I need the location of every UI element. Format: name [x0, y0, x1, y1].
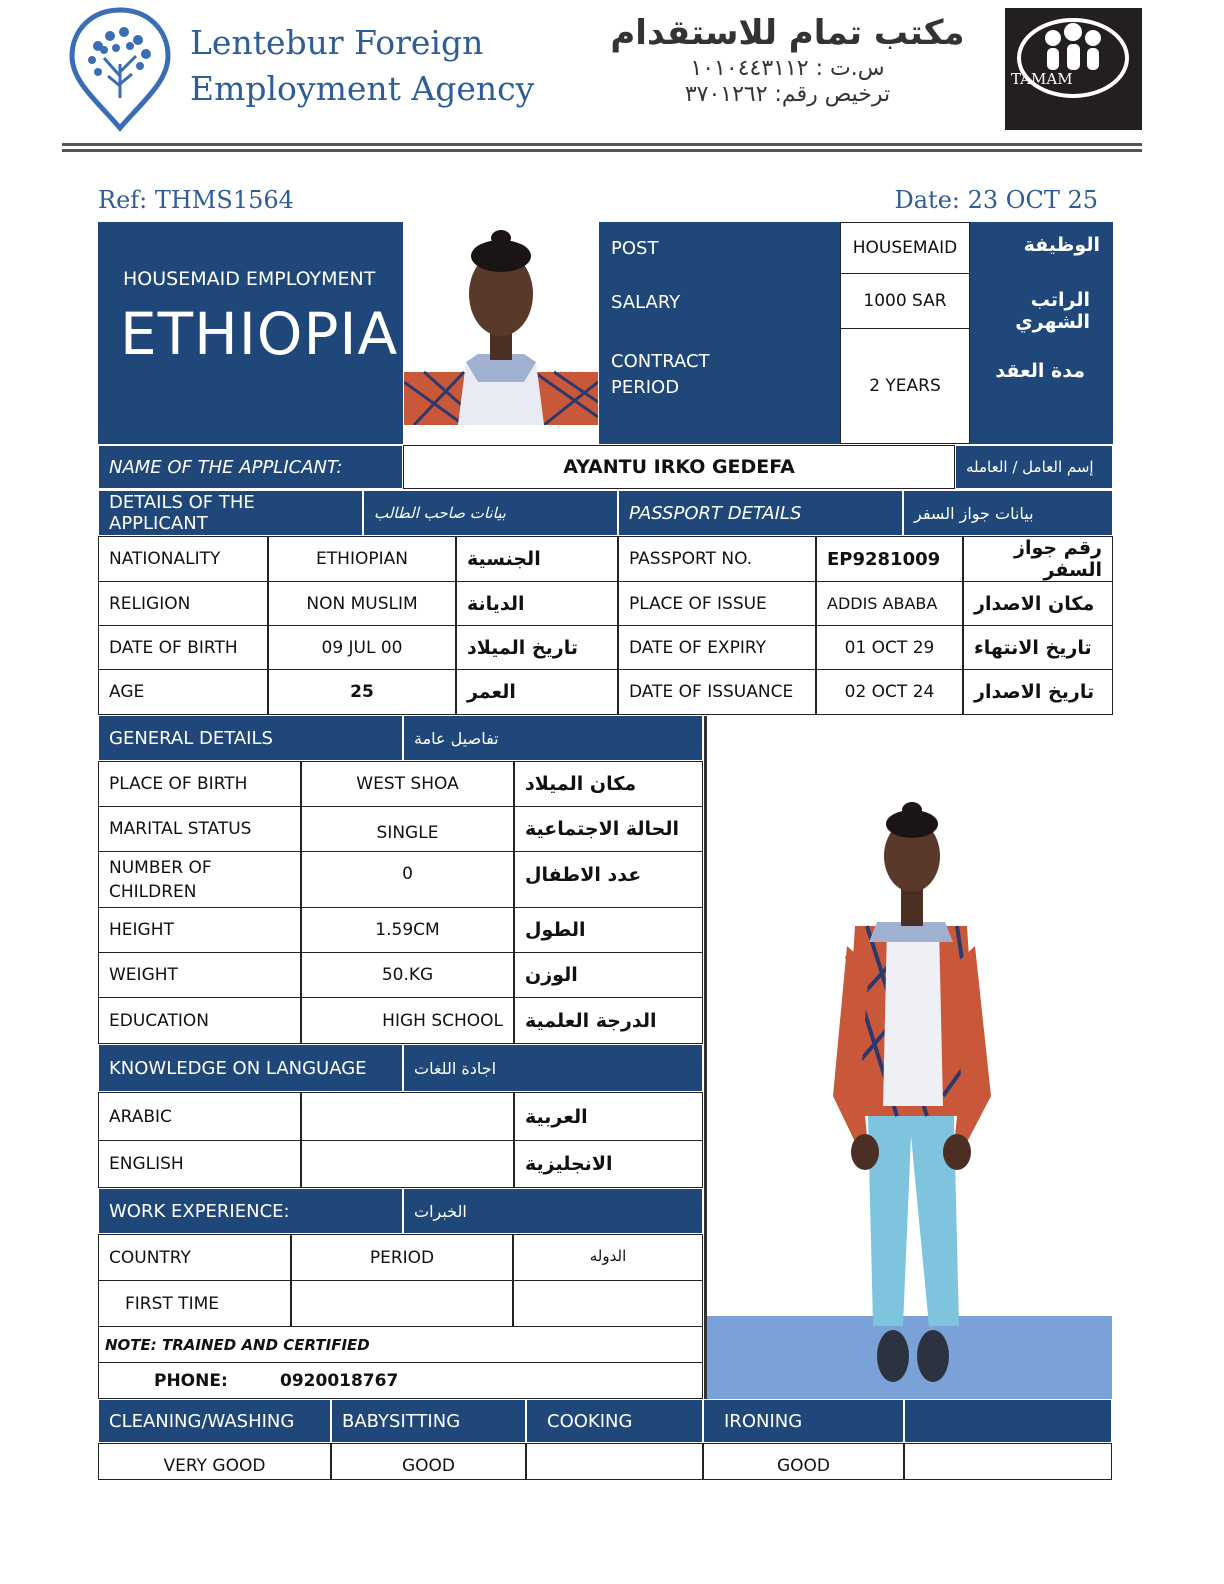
age-label-ar: العمر [456, 669, 618, 715]
date-of-birth-value: 09 JUL 00 [268, 625, 456, 670]
post-value: HOUSEMAID [840, 222, 970, 274]
skill-value-babysitting: GOOD [331, 1443, 526, 1480]
details-section-title: DETAILS OF THE APPLICANT [98, 490, 363, 536]
place-of-issue-label-ar: مكان الاصدار [963, 581, 1113, 626]
date-of-expiry-label: DATE OF EXPIRY [618, 625, 816, 670]
number-of-children-value: 0 [301, 851, 514, 908]
license-number-ar: ترخيص رقم: ٣٧٠١٢٦٢ [684, 82, 891, 107]
salary-label-ar: الراتب الشهري [1015, 289, 1090, 333]
place-of-issue-label: PLACE OF ISSUE [618, 581, 816, 626]
place-of-issue-value: ADDIS ABABA [816, 581, 963, 626]
weight-value: 50.KG [301, 952, 514, 998]
experience-row-country [513, 1280, 703, 1327]
height-label: HEIGHT [98, 907, 301, 953]
passport-section-title-ar: بيانات جواز السفر [903, 490, 1113, 536]
religion-value: NON MUSLIM [268, 581, 456, 626]
cr-number-ar: س.ت : ١٠١٠٤٤٣١١٢ [690, 56, 885, 81]
employment-banner [98, 222, 403, 444]
date-of-birth-label: DATE OF BIRTH [98, 625, 268, 670]
date-of-expiry-label-ar: تاريخ الانتهاء [963, 625, 1113, 670]
document-date: Date: 23 OCT 25 [894, 186, 1098, 214]
training-note: NOTE: TRAINED AND CERTIFIED [98, 1326, 703, 1363]
office-name-ar: مكتب تمام للاستقدام [610, 13, 965, 53]
experience-period-header: PERIOD [291, 1234, 513, 1281]
header-divider [62, 143, 1142, 146]
post-label: POST [611, 238, 659, 259]
general-section-title: GENERAL DETAILS [98, 715, 403, 761]
contract-value: 2 YEARS [840, 328, 970, 444]
experience-section-title-ar: الخبرات [403, 1188, 703, 1234]
full-body-photo [704, 716, 1112, 1400]
passport-no-value: EP9281009 [816, 536, 963, 582]
skill-header-babysitting: BABYSITTING [331, 1399, 526, 1443]
agency-name-line1: Lentebur Foreign [190, 23, 484, 62]
passport-no-label-ar: رقم جواز السفر [963, 536, 1113, 582]
date-of-birth-label-ar: تاريخ الميلاد [456, 625, 618, 670]
language-section-title-ar: اجادة اللغات [403, 1044, 703, 1092]
number-of-children-label: NUMBER OF CHILDREN [98, 851, 301, 908]
experience-row-period [291, 1280, 513, 1327]
skill-header-ironing: IRONING [703, 1399, 904, 1443]
skill-header-cleaning: CLEANING/WASHING [98, 1399, 331, 1443]
religion-label-ar: الديانة [456, 581, 618, 626]
marital-status-label: MARITAL STATUS [98, 806, 301, 852]
contract-label-1: CONTRACT [611, 351, 710, 372]
weight-label-ar: الوزن [514, 952, 703, 998]
age-value: 25 [268, 669, 456, 715]
post-label-ar: الوظيفة [1023, 234, 1100, 256]
experience-country-header-ar: الدوله [513, 1234, 703, 1281]
height-label-ar: الطول [514, 907, 703, 953]
phone-row [98, 1362, 703, 1399]
age-label: AGE [98, 669, 268, 715]
agency-name-line2: Employment Agency [190, 69, 535, 108]
education-label: EDUCATION [98, 997, 301, 1044]
contract-label-ar: مدة العقد [995, 360, 1085, 382]
salary-label: SALARY [611, 292, 681, 313]
skill-value-cooking [526, 1443, 703, 1480]
salary-value: 1000 SAR [840, 273, 970, 329]
education-label-ar: الدرجة العلمية [514, 997, 703, 1044]
english-language-value [301, 1140, 514, 1188]
date-of-issuance-value: 02 OCT 24 [816, 669, 963, 715]
arabic-language-label: ARABIC [98, 1092, 301, 1141]
weight-label: WEIGHT [98, 952, 301, 998]
tamam-arabic-header [585, 10, 990, 110]
lentebur-logo [68, 6, 172, 132]
arabic-language-label-ar: العربية [514, 1092, 703, 1141]
date-of-issuance-label-ar: تاريخ الاصدار [963, 669, 1113, 715]
experience-section-title: WORK EXPERIENCE: [98, 1188, 403, 1234]
skill-value-ironing: GOOD [703, 1443, 904, 1480]
education-value: HIGH SCHOOL [301, 997, 514, 1044]
phone-label: PHONE: [154, 1371, 228, 1391]
english-language-label-ar: الانجليزية [514, 1140, 703, 1188]
passport-no-label: PASSPORT NO. [618, 536, 816, 582]
skill-header-cooking: COOKING [526, 1399, 703, 1443]
banner-country: ETHIOPIA [120, 300, 399, 368]
date-of-expiry-value: 01 OCT 29 [816, 625, 963, 670]
applicant-portrait [404, 222, 598, 425]
header-divider-2 [62, 149, 1142, 152]
general-section-title-ar: تفاصيل عامة [403, 715, 703, 761]
place-of-birth-value: WEST SHOA [301, 761, 514, 807]
agency-name [190, 20, 550, 112]
language-section-title: KNOWLEDGE ON LANGUAGE [98, 1044, 403, 1092]
arabic-language-value [301, 1092, 514, 1141]
banner-subtitle: HOUSEMAID EMPLOYMENT [123, 268, 376, 290]
religion-label: RELIGION [98, 581, 268, 626]
experience-country-header: COUNTRY [98, 1234, 291, 1281]
applicant-name-label-ar: إسم العامل / العامله [955, 445, 1113, 489]
tamam-logo [1005, 8, 1142, 130]
place-of-birth-label-ar: مكان الميلاد [514, 761, 703, 807]
marital-status-label-ar: الحالة الاجتماعية [514, 806, 703, 852]
reference-number: Ref: THMS1564 [98, 186, 294, 214]
experience-row-label: FIRST TIME [98, 1280, 291, 1327]
contract-label-2: PERIOD [611, 377, 680, 398]
tamam-logo-text: TAMAM [1011, 70, 1073, 88]
passport-section-title: PASSPORT DETAILS [618, 490, 903, 536]
marital-status-value: SINGLE [301, 806, 514, 852]
phone-value: 0920018767 [280, 1371, 399, 1391]
place-of-birth-label: PLACE OF BIRTH [98, 761, 301, 807]
skill-header-extra [904, 1399, 1112, 1443]
nationality-label-ar: الجنسية [456, 536, 618, 582]
nationality-value: ETHIOPIAN [268, 536, 456, 582]
skill-value-cleaning: VERY GOOD [98, 1443, 331, 1480]
job-labels-panel [599, 222, 840, 444]
height-value: 1.59CM [301, 907, 514, 953]
applicant-name-value: AYANTU IRKO GEDEFA [403, 445, 955, 489]
date-of-issuance-label: DATE OF ISSUANCE [618, 669, 816, 715]
applicant-name-label: NAME OF THE APPLICANT: [98, 445, 403, 489]
nationality-label: NATIONALITY [98, 536, 268, 582]
skill-value-extra [904, 1443, 1112, 1480]
english-language-label: ENGLISH [98, 1140, 301, 1188]
number-of-children-label-ar: عدد الاطفال [514, 851, 703, 908]
details-section-title-ar: بيانات صاحب الطالب [363, 490, 618, 536]
